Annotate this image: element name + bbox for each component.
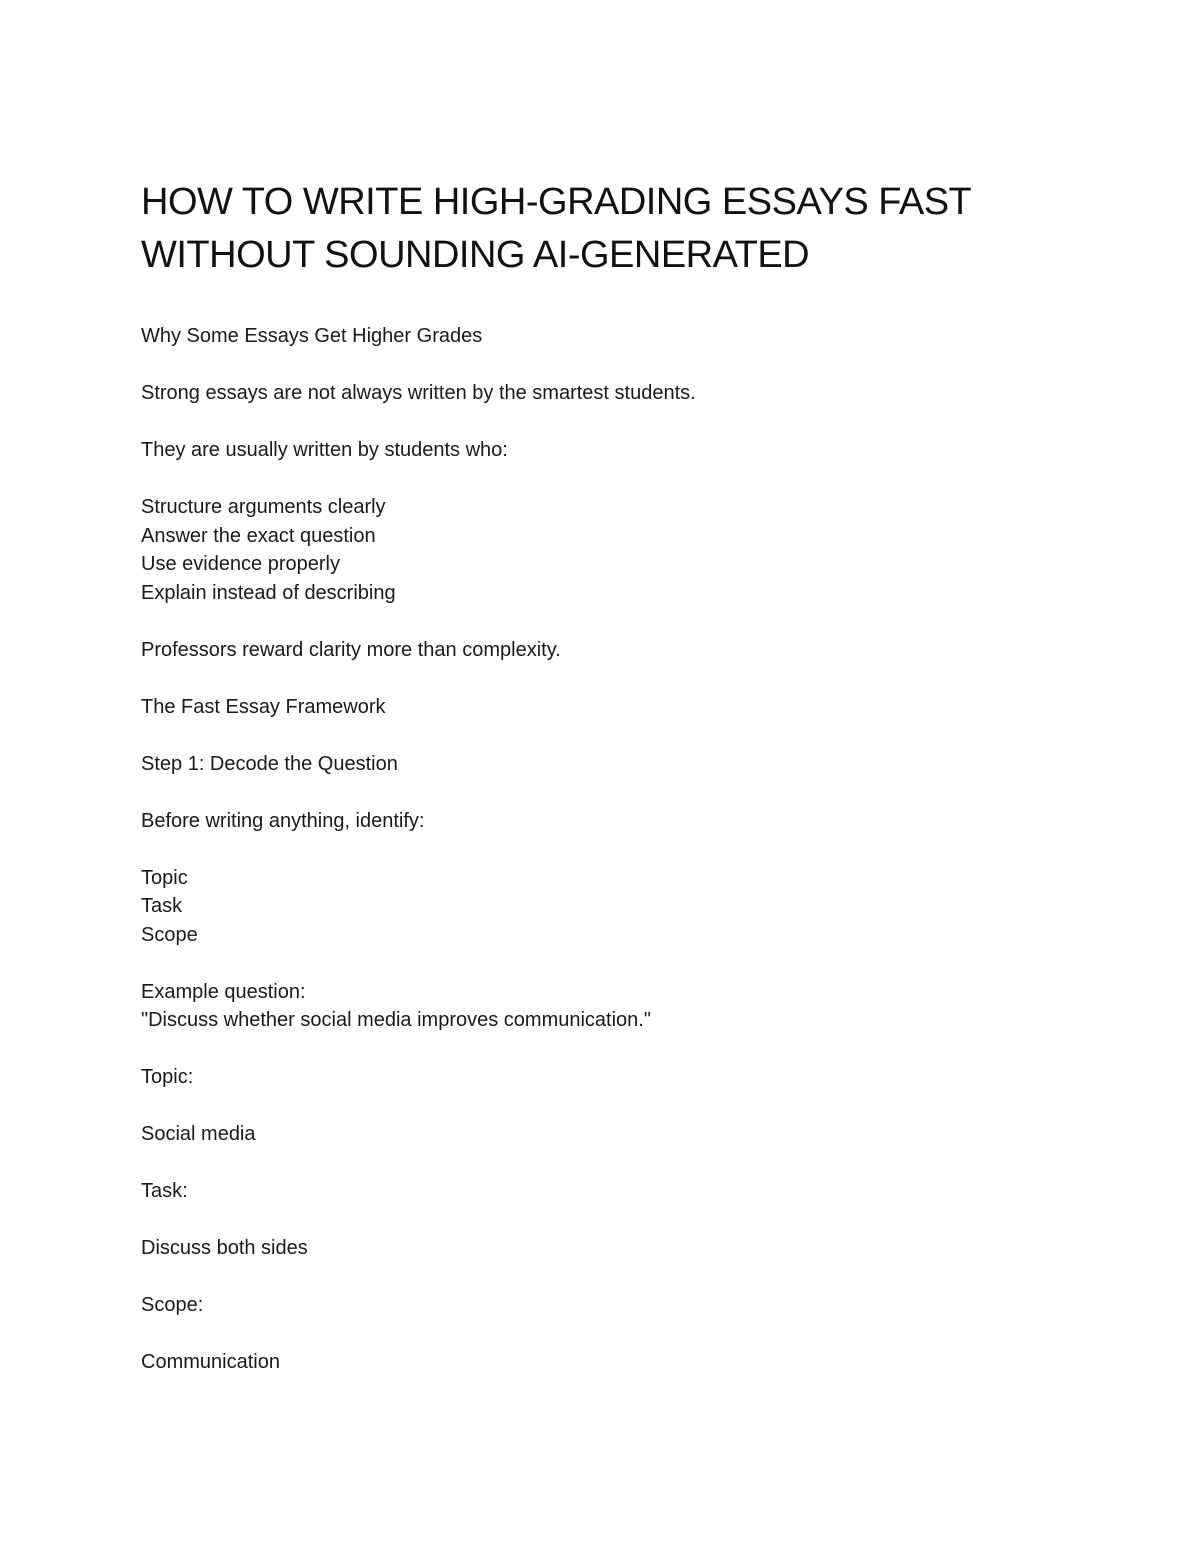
example-label: Example question: [141, 980, 306, 1003]
paragraph-professors: Professors reward clarity more than complexity. [141, 638, 561, 661]
topic-label: Topic: [141, 1066, 194, 1088]
title-line-2: WITHOUT SOUNDING AI-GENERATED [141, 234, 810, 276]
list-item: Task [141, 895, 183, 917]
document-title [141, 176, 1081, 282]
list-item: Structure arguments clearly [141, 496, 386, 518]
identify-list [141, 864, 1081, 950]
example-question [141, 978, 1081, 1035]
topic-value: Social media [141, 1123, 256, 1145]
scope-value: Communication [141, 1351, 280, 1373]
section-heading-why: Why Some Essays Get Higher Grades [141, 325, 483, 347]
scope-label: Scope: [141, 1294, 204, 1316]
list-item: Use evidence properly [141, 553, 340, 575]
title-line-1: HOW TO WRITE HIGH-GRADING ESSAYS FAST [141, 181, 972, 223]
paragraph-strong-essays: Strong essays are not always written by the smartest students. [141, 382, 696, 404]
list-item: Topic [141, 866, 188, 889]
task-value: Discuss both sides [141, 1237, 308, 1259]
task-label: Task: [141, 1180, 188, 1202]
section-heading-framework: The Fast Essay Framework [141, 695, 386, 718]
paragraph-written-by: They are usually written by students who: [141, 439, 508, 461]
list-item: Explain instead of describing [141, 581, 396, 604]
list-item: Answer the exact question [141, 524, 376, 547]
document-body [141, 322, 1081, 1377]
paragraph-before-writing: Before writing anything, identify: [141, 809, 425, 832]
example-quote: "Discuss whether social media improves communication." [141, 1009, 651, 1031]
traits-list [141, 493, 1081, 607]
document-content [141, 176, 1081, 1405]
list-item: Scope [141, 923, 198, 946]
step-1-heading: Step 1: Decode the Question [141, 752, 398, 775]
